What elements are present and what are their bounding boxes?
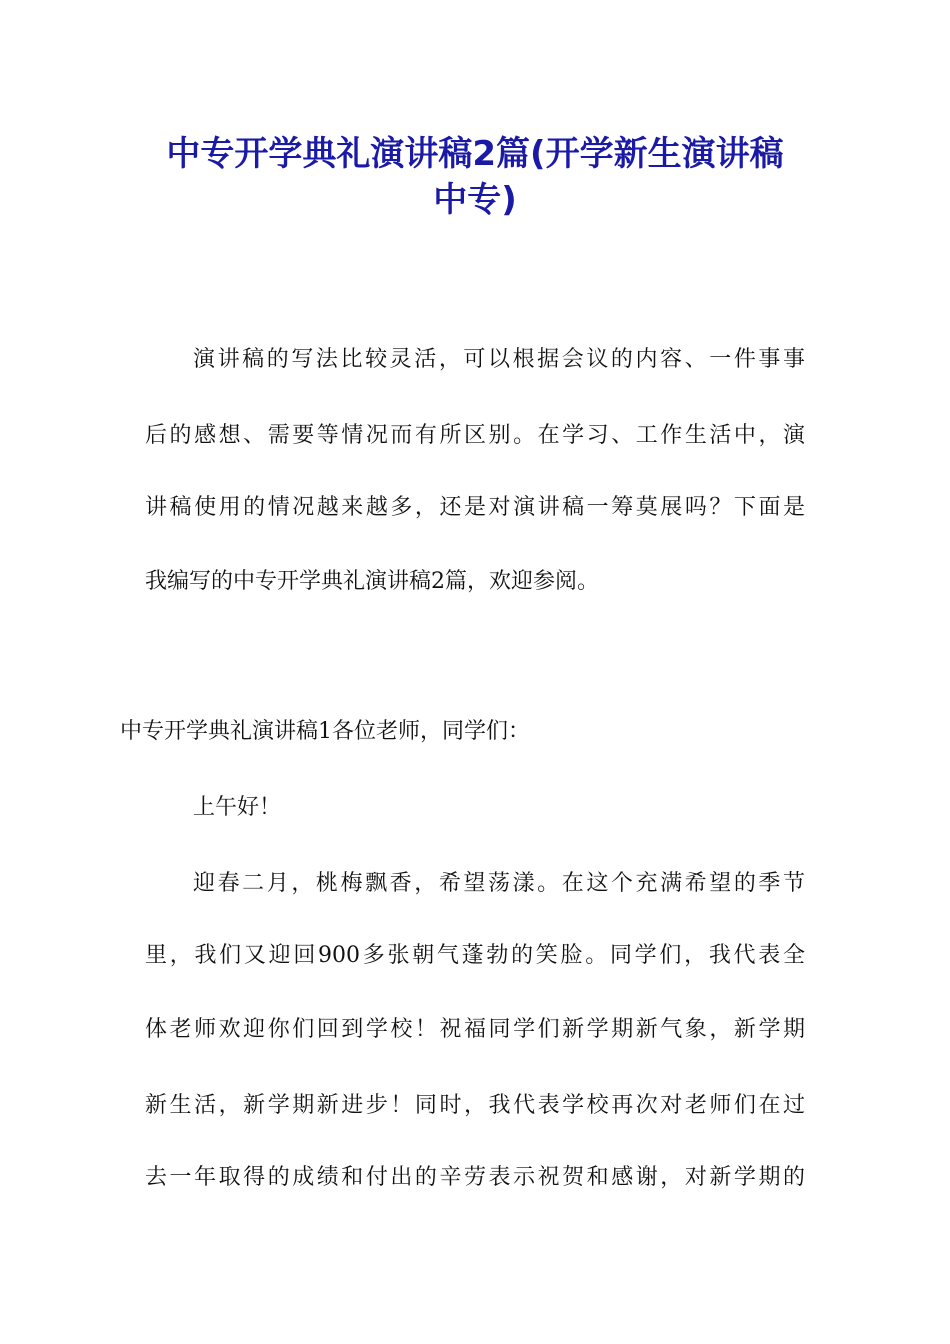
greeting-line: 上午好！ <box>193 795 282 820</box>
document-title-line-2: 中专) <box>433 180 517 220</box>
body-paragraph-line: 里，我们又迎回900多张朝气蓬勃的笑脸。同学们，我代表全 <box>145 943 805 968</box>
section-heading: 中专开学典礼演讲稿1各位老师，同学们： <box>120 719 530 744</box>
intro-paragraph-line: 讲稿使用的情况越来越多，还是对演讲稿一筹莫展吗？下面是 <box>145 495 805 520</box>
document-title-line-1: 中专开学典礼演讲稿2篇(开学新生演讲稿 <box>166 134 784 174</box>
body-paragraph-line: 迎春二月，桃梅飘香，希望荡漾。在这个充满希望的季节 <box>193 871 805 896</box>
intro-paragraph-line: 后的感想、需要等情况而有所区别。在学习、工作生活中，演 <box>145 423 805 448</box>
body-paragraph-line: 去一年取得的成绩和付出的辛劳表示祝贺和感谢，对新学期的 <box>145 1165 805 1190</box>
body-paragraph-line: 新生活，新学期新进步！同时，我代表学校再次对老师们在过 <box>145 1093 805 1118</box>
body-paragraph-line: 体老师欢迎你们回到学校！祝福同学们新学期新气象，新学期 <box>145 1017 805 1042</box>
intro-paragraph-line: 我编写的中专开学典礼演讲稿2篇，欢迎参阅。 <box>145 569 599 594</box>
intro-paragraph-line: 演讲稿的写法比较灵活，可以根据会议的内容、一件事事 <box>193 347 805 372</box>
